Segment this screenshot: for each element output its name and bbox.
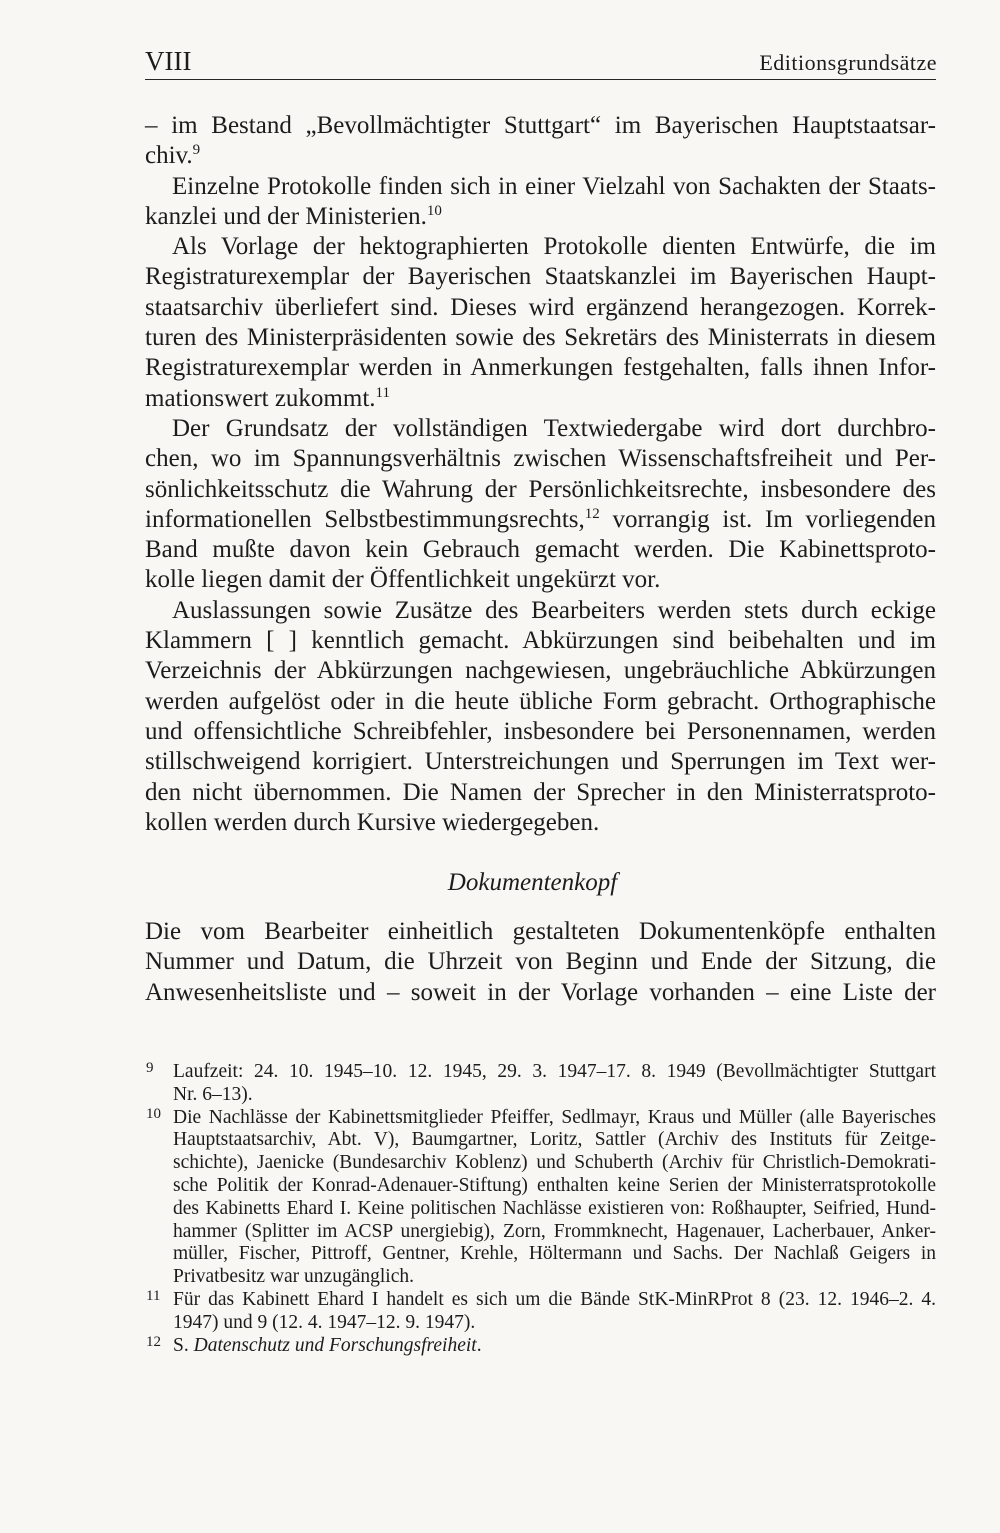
paragraph <box>145 232 936 414</box>
text-line: kolle liegen damit der Öffentlichkeit ungekürzt vor. <box>145 566 661 594</box>
footnote-line: Privatbesitz war unzugänglich. <box>173 1266 414 1288</box>
text-line: Der Grundsatz der vollständigen Textwiedergabe wird dort durchbro- <box>172 414 936 442</box>
text-line <box>145 141 936 171</box>
footnote-reference: 9 <box>192 142 201 159</box>
line-text: chiv. <box>145 142 193 170</box>
footnote-line: sche Politik der Konrad-Adenauer-Stiftung) enthalten keine Serien der Ministerratsprotokolle <box>173 1174 936 1196</box>
line-text: informationellen Selbstbestimmungsrechts, <box>145 505 585 533</box>
text-line: Nummer und Datum, die Uhrzeit von Beginn und Ende der Sitzung, die <box>145 948 936 976</box>
text-line: sönlichkeitsschutz die Wahrung der Persönlichkeitsrechte, insbesondere des <box>145 475 936 503</box>
text-line: Die vom Bearbeiter einheitlich gestalteten Dokumentenköpfe enthalten <box>145 918 936 945</box>
text-line: turen des Ministerpräsidenten sowie des Sekretärs des Ministerrats in diesem <box>145 324 936 352</box>
text-line <box>145 202 936 232</box>
footnote-number: 11 <box>146 1287 161 1304</box>
text-line: Anwesenheitsliste und – soweit in der Vorlage vorhanden – eine Liste der <box>145 978 936 1006</box>
page-number: VIII <box>145 46 192 76</box>
footnotes <box>145 1061 936 1357</box>
text-line: und offensichtliche Schreibfehler, insbesondere bei Personennamen, werden <box>145 717 936 745</box>
footnote-line: hammer (Splitter im ACSP unergiebig), Zorn, Frommknecht, Hagenauer, Lacherbauer, Anker- <box>173 1220 936 1242</box>
footnote <box>145 1289 936 1335</box>
footnote-line: müller, Fischer, Pittroff, Gentner, Krehle, Höltermann und Sachs. Der Nachlaß Geigers in <box>173 1243 936 1265</box>
text-line: Auslassungen sowie Zusätze des Bearbeiters werden stets durch eckige <box>172 596 936 624</box>
text-line: stillschweigend korrigiert. Unterstreichungen und Sperrungen im Text wer- <box>145 748 936 776</box>
footnote-number: 12 <box>146 1333 161 1350</box>
text-line: staatsarchiv überliefert sind. Dieses wird ergänzend herangezogen. Korrek- <box>145 293 936 321</box>
footnote-reference: 12 <box>584 505 600 522</box>
footnote-line: Hauptstaatsarchiv, Abt. V), Baumgartner, Loritz, Sattler (Archiv des Instituts für Zeitge- <box>173 1129 936 1151</box>
footnote-number: 10 <box>146 1105 161 1122</box>
italic-title: Datenschutz und Forschungsfreiheit <box>193 1334 477 1356</box>
footnote <box>145 1335 936 1358</box>
line-text: kanzlei und der Ministerien. <box>145 202 427 230</box>
paragraph <box>145 172 936 233</box>
text-line: Klammern [ ] kenntlich gemacht. Abkürzungen sind beibehalten und im <box>145 627 936 655</box>
text-line: Verzeichnis der Abkürzungen nachgewiesen, ungebräuchliche Abkürzungen <box>145 657 936 685</box>
footnote-line: Nr. 6–13). <box>173 1083 253 1105</box>
line-text: S. <box>173 1334 194 1356</box>
footnote-number: 9 <box>146 1060 154 1076</box>
text-line: Registraturexemplar der Bayerischen Staatskanzlei im Bayerischen Haupt- <box>145 263 936 291</box>
footnote-line: des Kabinetts Ehard I. Keine politischen Nachlässe existieren von: Roßhaupter, Seifried, Hund- <box>173 1197 936 1219</box>
text-line: Einzelne Protokolle finden sich in einer Vielzahl von Sachakten der Staats- <box>172 172 936 200</box>
section-heading: Dokumentenkopf <box>447 869 618 896</box>
text-line <box>145 384 936 414</box>
paragraph <box>145 111 936 172</box>
footnote-reference: 11 <box>375 384 390 401</box>
text-line: Registraturexemplar werden in Anmerkungen festgehalten, falls ihnen Infor- <box>145 354 936 382</box>
footnote-line: 1947) und 9 (12. 4. 1947–12. 9. 1947). <box>173 1311 476 1333</box>
line-text: . <box>476 1334 482 1356</box>
text-line <box>145 505 936 535</box>
paragraph <box>145 917 936 1008</box>
header-rule <box>145 79 936 80</box>
footnote-line: Die Nachlässe der Kabinettsmitglieder Pfeiffer, Sedlmayr, Kraus und Müller (alle Bayerisches <box>173 1106 936 1128</box>
footnote <box>145 1107 936 1289</box>
line-text: vorrangig ist. Im vorliegenden <box>599 505 937 533</box>
paragraph <box>145 596 936 838</box>
body-text <box>145 111 936 838</box>
running-title: Editionsgrundsätze <box>759 50 937 75</box>
footnote-reference: 10 <box>426 202 442 219</box>
footnote <box>145 1061 936 1107</box>
text-line: Als Vorlage der hektographierten Protokolle dienten Entwürfe, die im <box>172 233 936 261</box>
footnote-line <box>173 1335 936 1358</box>
paragraph <box>145 414 936 596</box>
text-line: Band mußte davon kein Gebrauch gemacht werden. Die Kabinettsproto- <box>145 536 936 564</box>
footnote-line: Laufzeit: 24. 10. 1945–10. 12. 1945, 29. 3. 1947–17. 8. 1949 (Bevollmächtigter Stuttgart <box>173 1061 936 1082</box>
footnote-line: schichte), Jaenicke (Bundesarchiv Koblenz) und Schuberth (Archiv für Christlich-Demokrati- <box>173 1152 936 1174</box>
footnote-line: Für das Kabinett Ehard I handelt es sich um die Bände StK-MinRProt 8 (23. 12. 1946–2. 4. <box>173 1288 936 1310</box>
text-line: werden aufgelöst oder in die heute übliche Form gebracht. Orthographische <box>145 687 936 715</box>
text-line: kollen werden durch Kursive wiedergegeben. <box>145 808 600 836</box>
line-text: mationswert zukommt. <box>145 384 376 412</box>
section-body <box>145 917 936 1008</box>
text-line: den nicht übernommen. Die Namen der Sprecher in den Ministerratsproto- <box>145 778 936 806</box>
text-line: chen, wo im Spannungsverhältnis zwischen Wissenschaftsfreiheit und Per- <box>145 445 936 473</box>
text-line: – im Bestand „Bevollmächtigter Stuttgart“ im Bayerischen Hauptstaatsar- <box>145 112 936 139</box>
